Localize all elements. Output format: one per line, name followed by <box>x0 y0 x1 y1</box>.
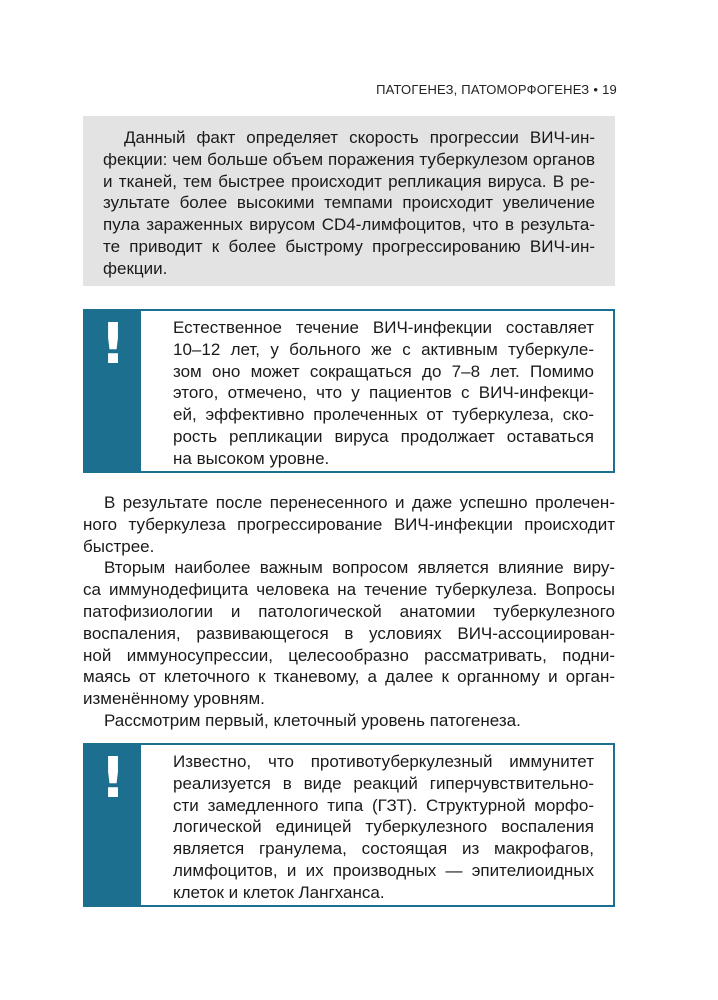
callout-line: ей, эффективно пролеченных от туберкулеза, ско- <box>173 405 594 425</box>
exclamation-icon: ! <box>100 746 126 811</box>
body-line: ного туберкулеза прогрессирование ВИЧ-инфекции происходит <box>83 514 615 534</box>
gray-box-line: те приводит к более быстрому прогрессированию ВИЧ-ин- <box>103 236 595 256</box>
gray-box-line: фекции. <box>103 258 168 278</box>
callout-line: зом оно может сокращаться до 7–8 лет. Помимо <box>173 361 594 381</box>
callout-accent-bar <box>85 745 141 905</box>
gray-info-box <box>83 116 615 286</box>
body-paragraphs <box>83 492 615 732</box>
callout-line: Известно, что противотуберкулезный иммунитет <box>173 752 594 771</box>
gray-box-line: зультате более высокими темпами происходит увеличение <box>103 193 595 213</box>
callout-box-2 <box>83 743 615 907</box>
callout-text <box>141 745 613 905</box>
gray-box-line: Данный факт определяет скорость прогрессии ВИЧ-ин- <box>124 128 595 147</box>
callout-line: сти замедленного типа (ГЗТ). Структурной морфо- <box>173 795 594 815</box>
body-line: быстрее. <box>83 536 155 556</box>
callout-line: реализуется в виде реакций гиперчувствительно- <box>173 773 594 793</box>
header-separator: • <box>593 82 599 97</box>
exclamation-icon: ! <box>100 312 126 377</box>
gray-box-line: и тканей, тем быстрее происходит репликация вируса. В ре- <box>103 171 595 191</box>
body-line: В результате после перенесенного и даже успешно пролечен- <box>104 493 615 512</box>
callout-line: является гранулема, состоящая из макрофагов, <box>173 839 594 859</box>
section-title: ПАТОГЕНЕЗ, ПАТОМОРФОГЕНЕЗ <box>376 82 590 97</box>
callout-line: этого, отмечено, что у пациентов с ВИЧ-инфекци- <box>173 383 594 403</box>
callout-line: 10–12 лет, у больного же с активным туберкуле- <box>173 339 594 359</box>
callout-line: Естественное течение ВИЧ-инфекции составляет <box>173 318 594 337</box>
callout-line: логической единицей туберкулезного воспаления <box>173 817 594 837</box>
body-line: са иммунодефицита человека на течение туберкулеза. Вопросы <box>83 580 615 600</box>
body-line: Рассмотрим первый, клеточный уровень патогенеза. <box>104 710 521 730</box>
callout-text <box>141 311 613 471</box>
body-line: ной иммуносупрессии, целесообразно рассматривать, подни- <box>83 645 615 665</box>
body-line: изменённому уровням. <box>83 689 265 709</box>
body-line: патофизиологии и патологической анатомии туберкулезного <box>83 601 615 621</box>
body-line: Вторым наиболее важным вопросом является влияние виру- <box>104 558 615 578</box>
callout-line: на высоком уровне. <box>173 448 330 468</box>
callout-line: клеток и клеток Лангханса. <box>173 882 385 902</box>
running-header <box>376 82 617 97</box>
body-line: маясь от клеточного к тканевому, а далее к органному и орган- <box>83 667 615 687</box>
gray-box-line: фекции: чем больше объем поражения туберкулезом органов <box>103 149 595 169</box>
callout-accent-bar <box>85 311 141 471</box>
callout-line: рость репликации вируса продолжает оставаться <box>173 426 594 446</box>
callout-box-1 <box>83 309 615 473</box>
body-line: воспаления, развивающегося в условиях ВИЧ-ассоциирован- <box>83 623 615 643</box>
gray-box-line: пула зараженных вирусом CD4-лимфоцитов, что в результа- <box>103 215 595 235</box>
page-number: 19 <box>602 82 617 97</box>
callout-line: лимфоцитов, и их производных — эпителиоидных <box>173 860 594 880</box>
